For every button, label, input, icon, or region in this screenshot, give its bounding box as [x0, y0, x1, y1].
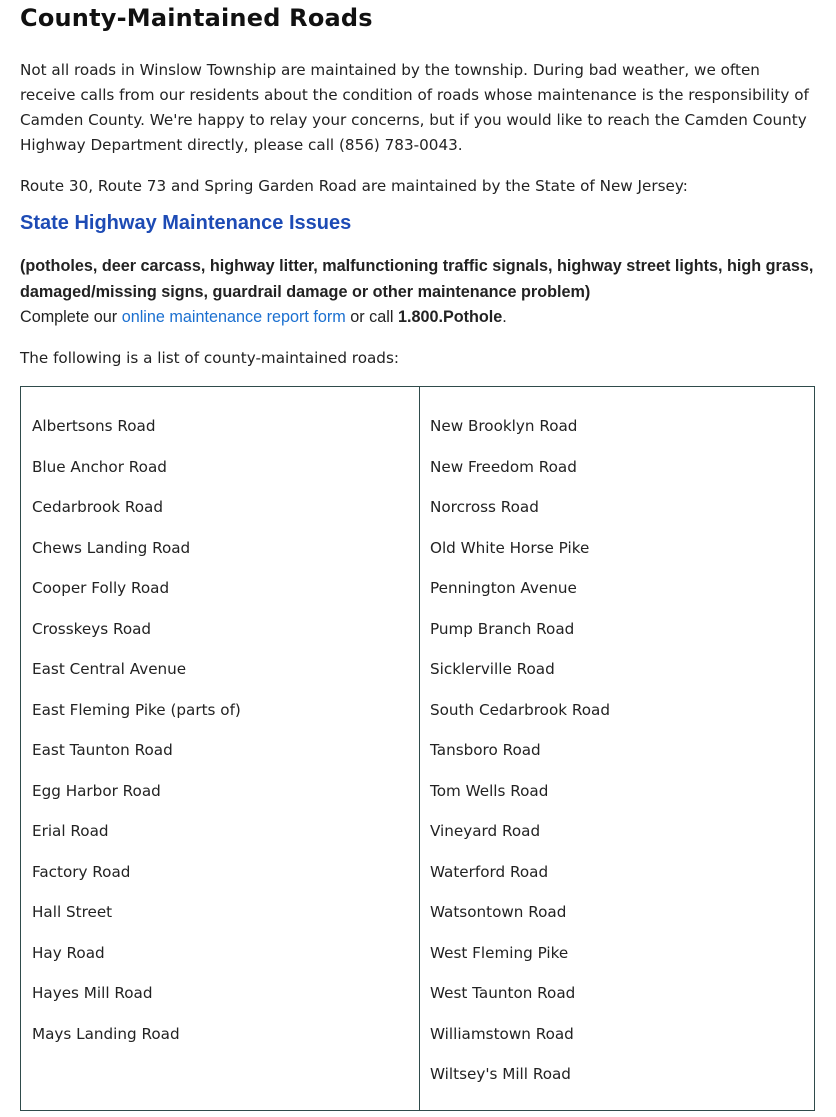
roads-column-left: [21, 387, 420, 1110]
road-list-item: West Fleming Pike: [430, 943, 569, 962]
state-roads-note: Route 30, Route 73 and Spring Garden Road are maintained by the State of New Jersey:: [20, 177, 688, 195]
report-middle: or call: [350, 308, 394, 326]
road-list-item: East Fleming Pike (parts of): [32, 700, 241, 719]
road-list-item: Chews Landing Road: [32, 538, 191, 557]
road-list-item: New Freedom Road: [430, 457, 577, 476]
roads-column-right: [419, 387, 814, 1110]
road-list-item: Erial Road: [32, 822, 109, 840]
road-list-item: Norcross Road: [430, 498, 539, 516]
road-list-item: Factory Road: [32, 862, 131, 881]
road-list-item: East Taunton Road: [32, 741, 173, 759]
road-list-item: Tom Wells Road: [430, 781, 549, 800]
county-roads-intro: The following is a list of county-maintained roads:: [20, 349, 399, 367]
road-list-item: Waterford Road: [430, 862, 549, 881]
road-list-item: Egg Harbor Road: [32, 781, 161, 800]
road-list-item: New Brooklyn Road: [430, 417, 578, 435]
road-list-item: Cedarbrook Road: [32, 498, 164, 516]
road-list-item: Wiltsey's Mill Road: [430, 1065, 571, 1083]
road-list-item: Blue Anchor Road: [32, 457, 167, 476]
report-prefix: Complete our: [20, 308, 118, 326]
county-roads-table: [20, 386, 815, 1111]
road-list-item: Sicklerville Road: [430, 660, 555, 678]
state-highway-heading: State Highway Maintenance Issues: [20, 212, 352, 234]
road-list-item: Cooper Folly Road: [32, 579, 170, 597]
road-list-item: South Cedarbrook Road: [430, 700, 610, 719]
road-list-item: Watsontown Road: [430, 903, 567, 921]
road-list-item: Mays Landing Road: [32, 1024, 180, 1043]
road-list-item: Vineyard Road: [430, 822, 541, 840]
maintenance-report-link[interactable]: online maintenance report form: [121, 308, 346, 326]
report-line: [20, 304, 507, 330]
page-title: County-Maintained Roads: [20, 4, 373, 32]
road-list-item: Tansboro Road: [430, 741, 541, 759]
road-list-item: Hayes Mill Road: [32, 984, 153, 1002]
road-list-item: Albertsons Road: [32, 417, 156, 435]
road-list-item: West Taunton Road: [430, 984, 576, 1002]
road-list-item: Pump Branch Road: [430, 619, 575, 638]
maintenance-issues-text: (potholes, deer carcass, highway litter, malfunctioning traffic signals, highway street lights, high grass, damaged/missing signs, guardrail damage or other maintenance problem): [20, 257, 814, 301]
road-list-item: Hay Road: [32, 943, 105, 962]
road-list-item: Williamstown Road: [430, 1024, 574, 1043]
road-list-item: Crosskeys Road: [32, 619, 152, 638]
road-list-item: East Central Avenue: [32, 660, 187, 678]
road-list-item: Hall Street: [32, 903, 113, 921]
report-suffix: .: [502, 308, 507, 326]
intro-paragraph: Not all roads in Winslow Township are maintained by the township. During bad weather, we often receive calls from our residents about the condition of roads whose maintenance is the responsibility of Camden County. We're happy to relay your concerns, but if you would like to reach the Camden County Highway Department directly, please call (856) 783-0043.: [20, 61, 809, 154]
road-list-item: Pennington Avenue: [430, 579, 577, 597]
road-list-item: Old White Horse Pike: [430, 538, 590, 557]
pothole-phone: 1.800.Pothole: [397, 308, 503, 326]
